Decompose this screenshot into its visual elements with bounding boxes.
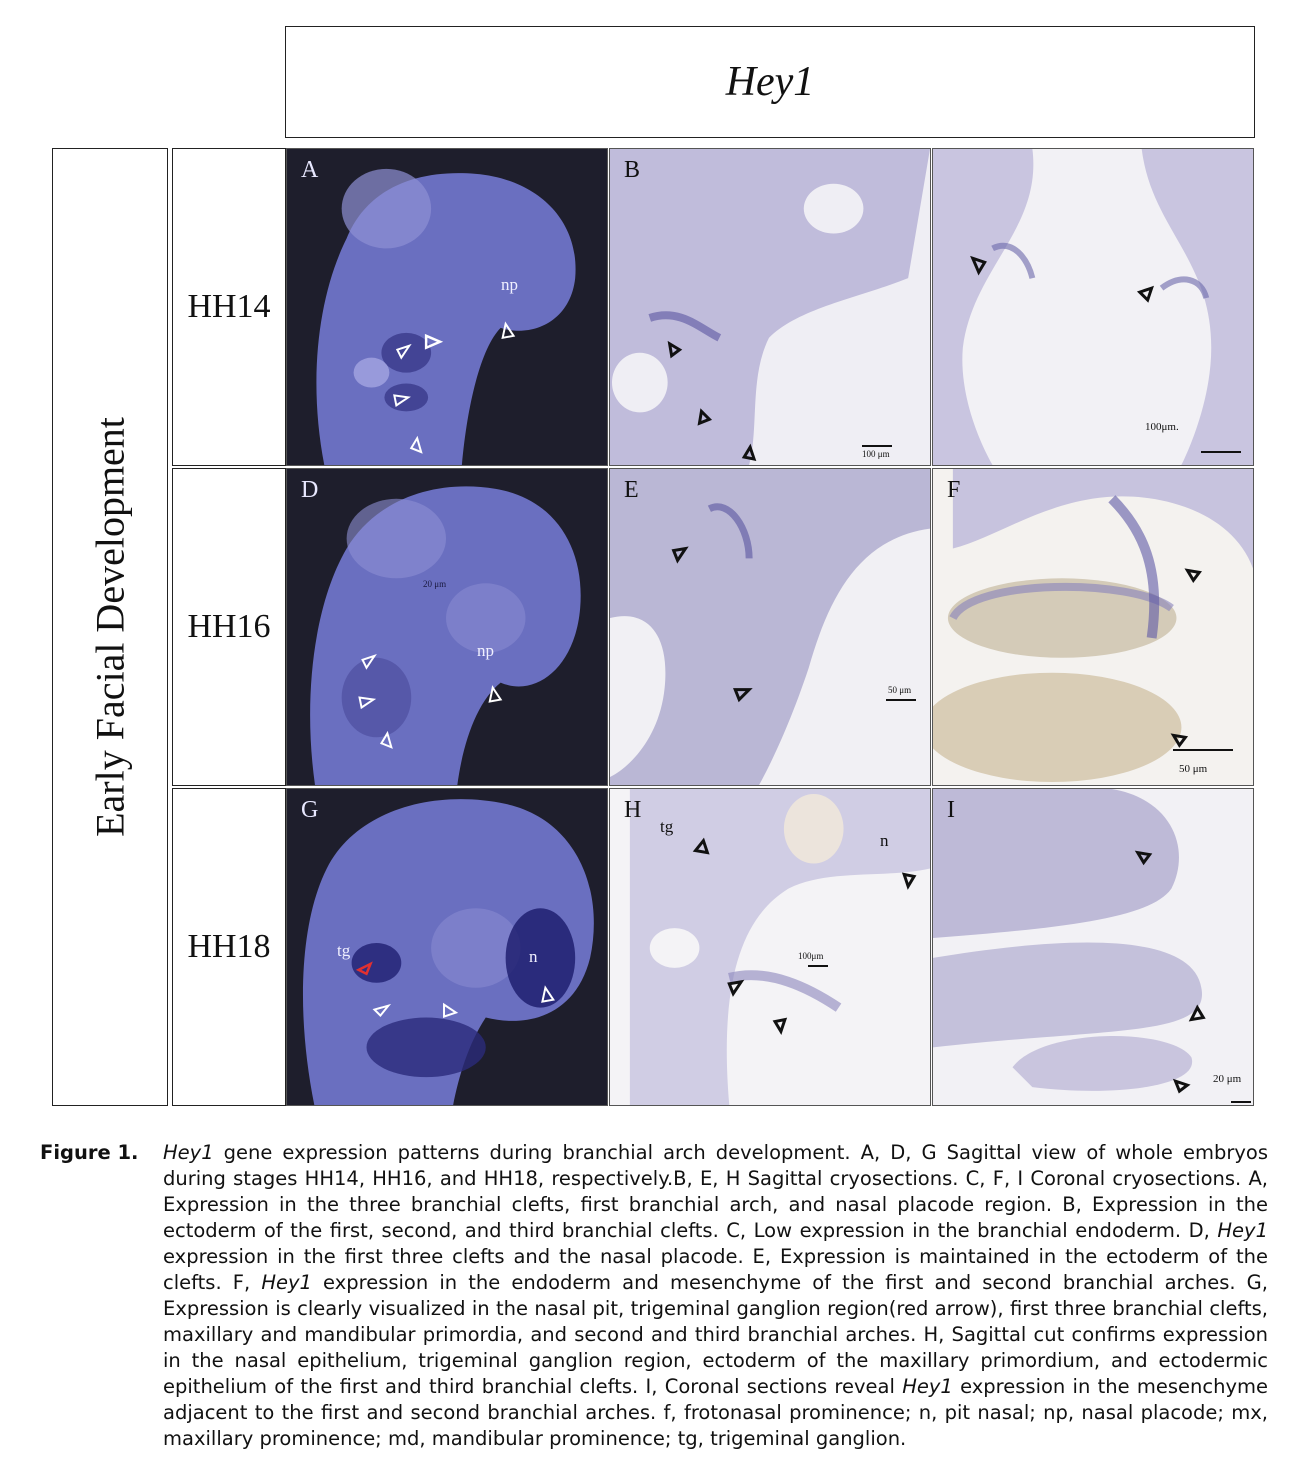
panel-letter-d: D [301, 477, 319, 503]
caption-run: expression in the endoderm and mesenchyme of the first and second branchial arches. G, Expression is clearly visualized in the nasal pit, trigeminal ganglion region(red arrow), first three branchial clefts, maxillary and mandibular primordia, and second and third branchial arches. H, Sagittal cut confirms expression in the nasal epithelium, trigeminal ganglion region, ectoderm of the maxillary primordium, and ectodermic epithelium of the first and third branchial clefts. I, Coronal sections reveal [163, 1271, 1268, 1398]
panel-letter-g: G [301, 797, 319, 823]
panel-d-whole-embryo [286, 468, 608, 786]
panel-g-whole-embryo [286, 788, 608, 1106]
caption-run: gene expression patterns during branchial arch development. A, D, G Sagittal view of whole embryos during stages HH14, HH16, and HH18, respectively.B, E, H Sagittal cryosections. C, F, I Coronal cryosections. A, Expression in the three branchial clefts, first branchial arch, and nasal placode region. B, Expression in the ectoderm of the first, second, and third branchial clefts. C, Low expression in the branchial endoderm. D, [163, 1141, 1268, 1242]
gene-header-box [285, 26, 1255, 138]
scale-text-b: 100 μm [862, 449, 890, 459]
label-tg: tg [660, 817, 674, 836]
panel-f-image [933, 469, 1253, 785]
scale-text-e: 50 μm [888, 685, 912, 695]
caption-gene-italic: Hey1 [902, 1375, 953, 1398]
caption-run: expression in the first three clefts and the nasal placode. E, Expression is maintained in the ectoderm of the clefts. F, [163, 1245, 1268, 1294]
panel-d-image [287, 469, 607, 785]
label-n: n [880, 831, 889, 850]
caption-label: Figure 1. [40, 1141, 139, 1164]
side-label: Early Facial Development [87, 417, 133, 837]
panel-letter-b: B [624, 157, 641, 183]
label-n: n [529, 947, 538, 966]
panel-e-sagittal-section [609, 468, 931, 786]
caption-text [163, 1140, 1268, 1452]
caption-gene-italic: Hey1 [163, 1141, 214, 1164]
scale-text-f: 50 μm [1179, 763, 1208, 775]
panel-letter-a: A [301, 157, 319, 183]
panel-b-image [610, 149, 930, 465]
scale-bar-f [1173, 749, 1233, 751]
panel-letter-e: E [624, 477, 639, 503]
panel-e-image [610, 469, 930, 785]
label-np: np [501, 275, 518, 294]
scale-text-h: 100μm [798, 951, 824, 961]
panel-h-sagittal-section [609, 788, 931, 1106]
scale-bar-h [808, 965, 828, 967]
scale-bar-i [1231, 1101, 1251, 1103]
caption-gene-italic: Hey1 [1217, 1219, 1268, 1242]
panel-c-coronal-section [932, 148, 1254, 466]
gene-title: Hey1 [725, 59, 815, 105]
panel-i-image [933, 789, 1253, 1105]
scale-text-d: 20 μm [423, 579, 447, 589]
scale-text-i: 20 μm [1213, 1073, 1242, 1085]
stage-label-hh16: HH16 [172, 468, 286, 786]
scale-text-c: 100μm. [1145, 421, 1179, 433]
scale-bar-e [886, 699, 916, 701]
stage-label-hh18: HH18 [172, 788, 286, 1106]
label-np: np [477, 641, 494, 660]
panel-c-image [933, 149, 1253, 465]
scale-bar-c [1201, 451, 1241, 453]
panel-f-coronal-section [932, 468, 1254, 786]
panel-i-coronal-section [932, 788, 1254, 1106]
figure-caption [40, 1140, 1268, 1452]
panel-g-image [287, 789, 607, 1105]
stage-label-hh14: HH14 [172, 148, 286, 466]
panel-letter-h: H [624, 797, 642, 823]
caption-run: expression in the mesenchyme adjacent to the first and second branchial arches. f, frotonasal prominence; n, pit nasal; np, nasal placode; mx, maxillary prominence; md, mandibular prominence; tg, trigeminal ganglion. [163, 1375, 1268, 1450]
panel-b-sagittal-section [609, 148, 931, 466]
label-tg: tg [337, 941, 351, 960]
side-label-box [52, 148, 168, 1106]
panel-a-image [287, 149, 607, 465]
caption-gene-italic: Hey1 [261, 1271, 312, 1294]
panel-letter-i: I [947, 797, 955, 823]
panel-a-whole-embryo [286, 148, 608, 466]
scale-bar-b [862, 445, 892, 447]
panel-letter-f: F [947, 477, 961, 503]
